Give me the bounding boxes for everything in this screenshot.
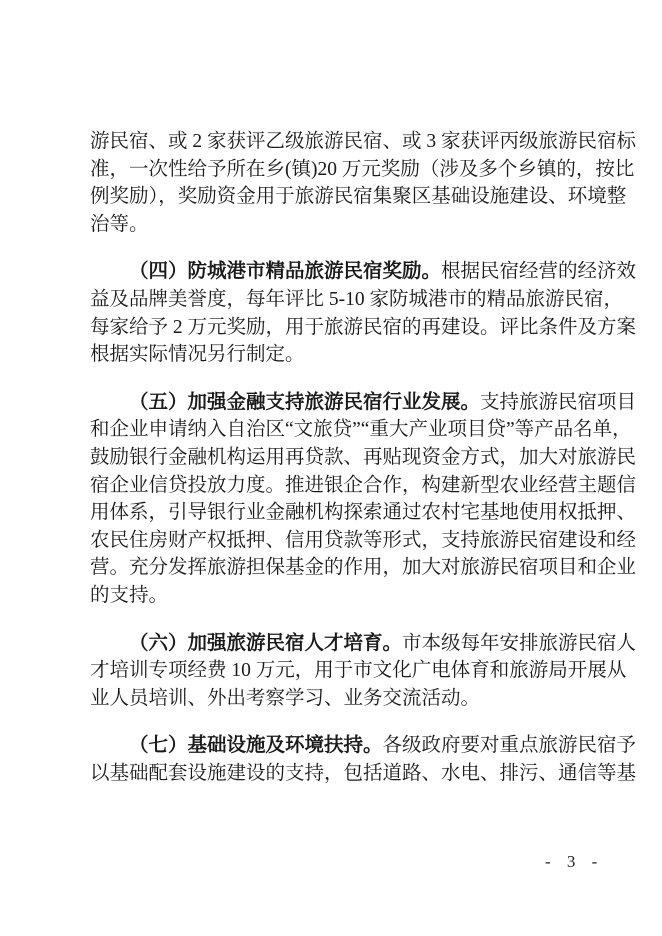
line-text: 支持旅游民宿项目 xyxy=(480,391,637,413)
paragraph xyxy=(90,128,637,238)
text-line xyxy=(90,582,576,610)
text-line xyxy=(90,341,576,369)
line-text: 业人员培训、外出考察学习、业务交流活动。 xyxy=(90,687,481,709)
paragraph xyxy=(90,732,637,787)
line-text: 营。充分发挥旅游担保基金的作用，加大对旅游民宿项目和企业 xyxy=(90,557,637,579)
line-text: 宿企业信贷投放力度。推进银企合作，构建新型农业经营主题信 xyxy=(90,474,637,496)
section-heading: （七）基础设施及环境扶持。 xyxy=(129,735,383,757)
line-text: 农民住房财产权抵押、信用贷款等形式，支持旅游民宿建设和经 xyxy=(90,529,637,551)
text-line xyxy=(90,258,637,286)
line-text: 游民宿、或 2 家获评乙级旅游民宿、或 3 家获评丙级旅游民宿标 xyxy=(90,131,637,152)
paragraph xyxy=(90,258,637,368)
paragraph xyxy=(90,389,637,610)
text-line xyxy=(90,314,637,342)
line-text: 的支持。 xyxy=(90,584,169,606)
text-line xyxy=(90,685,576,713)
line-text: 根据民宿经营的经济效 xyxy=(441,261,637,283)
text-line xyxy=(90,211,576,239)
page-number: - 3 - xyxy=(545,852,604,871)
text-line xyxy=(90,630,637,658)
line-text: 市本级每年安排旅游民宿人 xyxy=(402,632,637,654)
line-text: 用体系，引导银行业金融机构探索通过农村宅基地使用权抵押、 xyxy=(90,502,637,524)
document-body xyxy=(90,128,637,807)
text-line xyxy=(90,732,637,760)
text-line xyxy=(90,444,637,472)
line-text: 每家给予 2 万元奖励，用于旅游民宿的再建设。评比条件及方案 xyxy=(90,316,637,338)
text-line xyxy=(90,472,637,500)
text-line xyxy=(90,416,632,444)
text-line xyxy=(90,156,635,184)
line-text: 根据实际情况另行制定。 xyxy=(90,344,305,366)
line-text: 以基础配套设施建设的支持，包括道路、水电、排污、通信等基 xyxy=(90,762,637,784)
line-text: 益及品牌美誉度，每年评比 5-10 家防城港市的精品旅游民宿， xyxy=(90,288,623,310)
line-text: 和企业申请纳入自治区“文旅贷”“重大产业项目贷”等产品名单， xyxy=(90,419,632,441)
text-line xyxy=(90,499,637,527)
text-line xyxy=(90,554,637,582)
text-line xyxy=(90,286,623,314)
text-line xyxy=(90,389,637,417)
line-text: 各级政府要对重点旅游民宿予 xyxy=(382,735,637,757)
text-line xyxy=(90,760,637,788)
line-text: 例奖励），奖励资金用于旅游民宿集聚区基础设施建设、环境整 xyxy=(90,186,627,208)
section-heading: （六）加强旅游民宿人才培育。 xyxy=(129,632,403,654)
section-heading: （五）加强金融支持旅游民宿行业发展。 xyxy=(129,391,481,413)
text-line xyxy=(90,527,637,555)
line-text: 鼓励银行金融机构运用再贷款、再贴现资金方式，加大对旅游民 xyxy=(90,446,637,468)
line-text: 治等。 xyxy=(90,213,149,235)
text-line xyxy=(90,183,627,211)
line-text: 准，一次性给予所在乡(镇)20 万元奖励（涉及多个乡镇的，按比 xyxy=(90,158,635,180)
paragraph xyxy=(90,630,637,713)
text-line xyxy=(90,657,627,685)
text-line xyxy=(90,128,637,156)
line-text: 才培训专项经费 10 万元，用于市文化广电体育和旅游局开展从 xyxy=(90,660,627,682)
section-heading: （四）防城港市精品旅游民宿奖励。 xyxy=(129,261,442,283)
